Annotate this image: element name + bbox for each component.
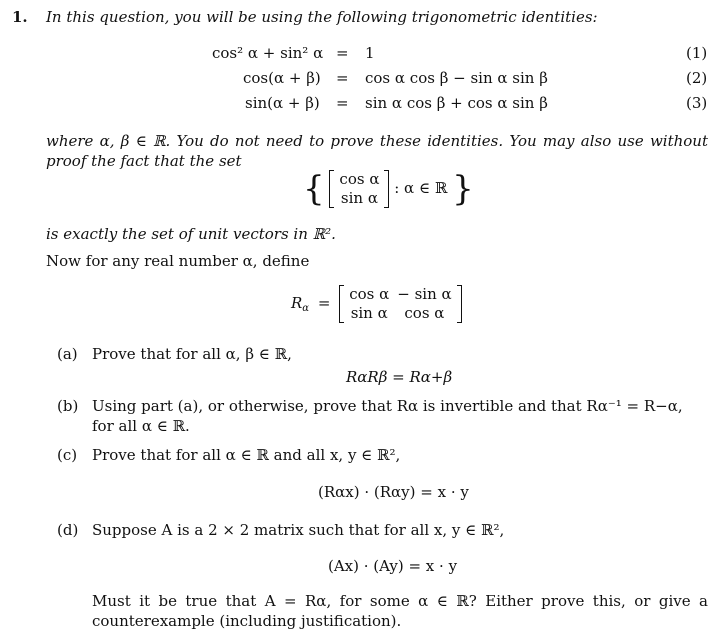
identity-lhs: cos(α + β)	[243, 69, 321, 87]
matrix-subscript: α	[302, 302, 310, 314]
column-vector	[329, 170, 389, 208]
matrix-entry: sin α	[350, 303, 388, 322]
identity-eq: =	[336, 69, 349, 87]
equation-tag: (2)	[686, 69, 708, 87]
part-followup: Must it be true that A = Rα, for some α ∈ ℝ? Either prove this, or give a counterexample (including justification).	[92, 592, 708, 631]
display-equation: RαRβ = Rα+β	[346, 368, 453, 386]
identity-eq: =	[336, 44, 349, 62]
part-label: (a)	[57, 345, 78, 363]
identity-lhs: sin(α + β)	[245, 94, 320, 112]
right-brace: }	[452, 168, 474, 209]
matrix-entry: − sin α	[397, 285, 452, 303]
part-text: Suppose A is a 2 × 2 matrix such that for all x, y ∈ ℝ²,	[92, 521, 505, 539]
equation-tag: (1)	[686, 44, 708, 62]
identity-lhs: cos² α + sin² α	[212, 44, 324, 62]
unit-vector-text: is exactly the set of unit vectors in ℝ².	[46, 225, 336, 243]
part-text: Prove that for all α ∈ ℝ and all x, y ∈ ℝ²,	[92, 446, 401, 464]
matrix-name: R	[291, 293, 303, 312]
matrix-entry: cos α	[349, 285, 390, 303]
identity-eq: =	[336, 94, 349, 112]
part-label: (c)	[57, 446, 78, 464]
identity-rhs: sin α cos β + cos α sin β	[365, 94, 548, 112]
part-text: Prove that for all α, β ∈ ℝ,	[92, 345, 292, 363]
identity-rhs: 1	[365, 44, 375, 62]
part-label: (d)	[57, 521, 79, 539]
where-paragraph: where α, β ∈ ℝ. You do not need to prove these identities. You may also use without proof the fact that the set	[46, 132, 708, 171]
question-number: 1.	[12, 8, 28, 26]
set-condition: : α ∈ ℝ	[394, 178, 448, 197]
identity-rhs: cos α cos β − sin α sin β	[365, 69, 548, 87]
rotation-matrix-definition	[291, 285, 462, 323]
vector-entry: sin α	[340, 188, 378, 207]
part-label: (b)	[57, 397, 79, 415]
matrix-equals: =	[317, 293, 331, 312]
vector-entry: cos α	[339, 170, 380, 188]
display-equation: (Ax) · (Ay) = x · y	[328, 557, 458, 575]
matrix-entry: cos α	[404, 303, 445, 322]
intro-text: In this question, you will be using the following trigonometric identities:	[46, 8, 598, 26]
rotation-matrix	[339, 285, 461, 323]
unit-vector-set	[303, 170, 474, 208]
equation-tag: (3)	[686, 94, 708, 112]
part-text: Using part (a), or otherwise, prove that Rα is invertible and that Rα⁻¹ = R−α, for all α ∈ ℝ.	[92, 397, 683, 436]
left-brace: {	[303, 168, 325, 209]
define-text: Now for any real number α, define	[46, 252, 310, 270]
display-equation: (Rαx) · (Rαy) = x · y	[318, 483, 469, 501]
